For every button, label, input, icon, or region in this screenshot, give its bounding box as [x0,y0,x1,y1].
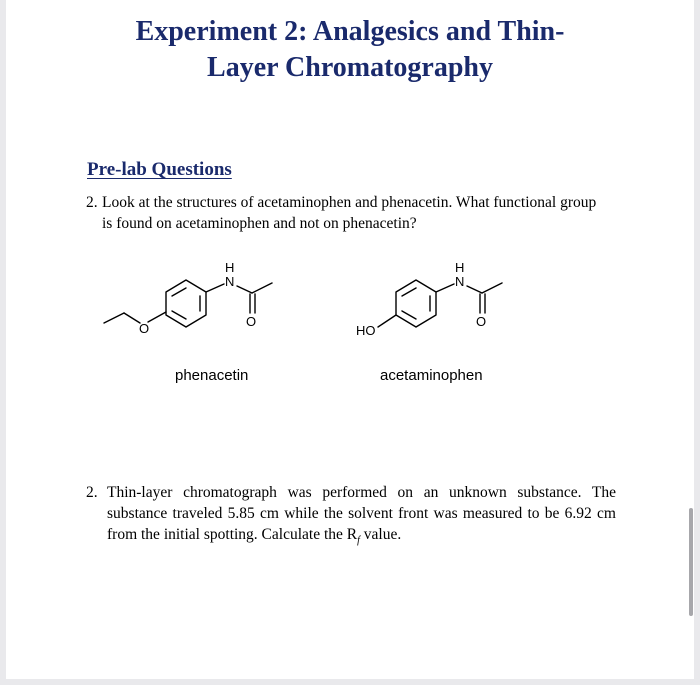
question-text-line-1: Thin-layer chromatograph was performed on an unknown substance. The [107,484,616,501]
phenacetin-hydrogen: H [225,260,235,275]
question-number: 2. [86,194,98,211]
question-text-line-3 [107,524,616,551]
question-text-before-subscript: from the initial spotting. Calculate the R [107,526,358,543]
phenacetin-nitrogen: N [225,274,235,289]
phenacetin-carbonyl-oxygen: O [246,314,257,329]
title-line-1: Experiment 2: Analgesics and Thin- [135,16,565,47]
phenacetin-ether-oxygen: O [139,321,150,336]
page-title [60,14,640,86]
acetaminophen-atom-labels [356,260,486,338]
question-text-after-subscript: value. [359,526,402,543]
window-frame-bottom [0,679,700,685]
acetaminophen-label: acetaminophen [380,367,483,384]
question-text-line-1: Look at the structures of acetaminophen and phenacetin. What functional group [102,194,597,211]
acetaminophen-hydrogen: H [455,260,465,275]
chemical-structures [0,250,700,350]
acetaminophen-nitrogen: N [455,274,465,289]
phenacetin-label: phenacetin [175,367,249,384]
acetaminophen-hydroxyl: HO [356,323,376,338]
phenacetin-atom-labels [139,260,256,336]
question-number: 2. [86,484,98,501]
rf-subscript: f [357,535,360,547]
question-text-line-2: substance traveled 5.85 cm while the solvent front was measured to be 6.92 cm [107,505,616,522]
vertical-scrollbar[interactable] [689,508,693,616]
section-heading: Pre-lab Questions [87,159,232,180]
title-line-2: Layer Chromatography [207,52,493,83]
question-text-line-2: is found on acetaminophen and not on phenacetin? [102,215,417,232]
acetaminophen-carbonyl-oxygen: O [476,314,487,329]
